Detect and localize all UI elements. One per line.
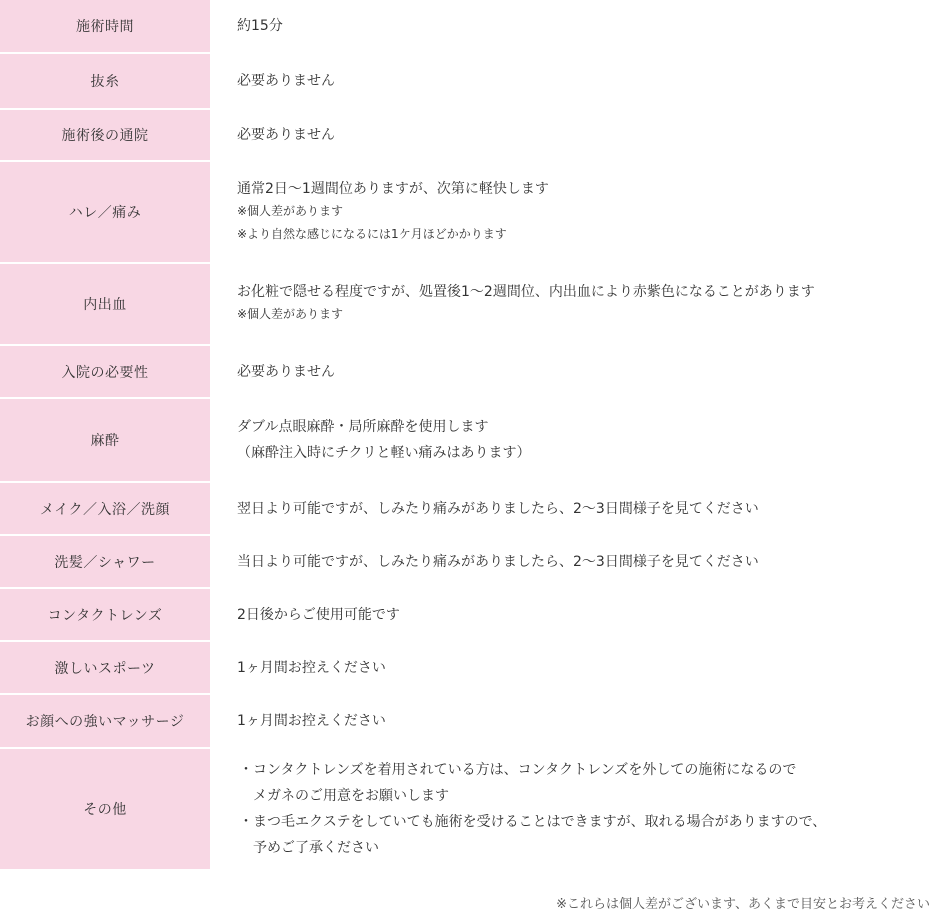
bullet-item: メガネのご用意をお願いします bbox=[239, 788, 449, 804]
row-value-text: 必要ありません bbox=[237, 73, 335, 89]
bullet-item: 予めご了承ください bbox=[239, 840, 379, 856]
row-value-text: 必要ありません bbox=[237, 127, 335, 143]
table-row bbox=[0, 0, 932, 52]
row-label: 施術時間 bbox=[0, 0, 210, 52]
row-label: 洗髪／シャワー bbox=[0, 536, 210, 587]
row-value-text: 約15分 bbox=[237, 18, 283, 34]
row-value bbox=[210, 399, 932, 481]
row-value-text: お化粧で隠せる程度ですが、処置後1〜2週間位、内出血により赤紫色になることがあります bbox=[237, 284, 815, 300]
row-label: 入院の必要性 bbox=[0, 346, 210, 397]
row-label: 内出血 bbox=[0, 264, 210, 344]
row-value bbox=[210, 695, 932, 747]
row-label: メイク／入浴／洗顔 bbox=[0, 483, 210, 534]
row-value-text: 当日より可能ですが、しみたり痛みがありましたら、2〜3日間様子を見てください bbox=[237, 553, 759, 570]
table-row bbox=[0, 110, 932, 160]
row-label: その他 bbox=[0, 749, 210, 869]
row-value bbox=[210, 483, 932, 534]
table-row bbox=[0, 399, 932, 481]
row-value bbox=[210, 54, 932, 108]
row-value-text: 1ヶ月間お控えください bbox=[237, 659, 386, 676]
table-row bbox=[0, 749, 932, 869]
row-label: 麻酔 bbox=[0, 399, 210, 481]
bullet-item: ・コンタクトレンズを着用されている方は、コンタクトレンズを外しての施術になるので bbox=[239, 762, 797, 778]
table-row bbox=[0, 54, 932, 108]
row-value-text: 翌日より可能ですが、しみたり痛みがありましたら、2〜3日間様子を見てください bbox=[237, 500, 759, 517]
row-label: ハレ／痛み bbox=[0, 162, 210, 262]
row-label: 激しいスポーツ bbox=[0, 642, 210, 693]
row-value bbox=[210, 536, 932, 587]
table-row bbox=[0, 536, 932, 587]
row-label: 施術後の通院 bbox=[0, 110, 210, 160]
row-note: ※より自然な感じになるには1ケ月ほどかかります bbox=[237, 227, 507, 241]
row-value-text: 通常2日〜1週間位ありますが、次第に軽快します bbox=[237, 181, 549, 197]
row-value-text: ダブル点眼麻酔・局所麻酔を使用します bbox=[237, 419, 489, 435]
row-label: 抜糸 bbox=[0, 54, 210, 108]
row-label: コンタクトレンズ bbox=[0, 589, 210, 640]
row-value bbox=[210, 264, 932, 344]
table-row bbox=[0, 346, 932, 397]
row-value bbox=[210, 589, 932, 640]
footnote: ※これらは個人差がございます、あくまで目安とお考えください bbox=[556, 897, 930, 912]
row-value bbox=[210, 162, 932, 262]
row-value-text: 1ヶ月間お控えください bbox=[237, 713, 386, 729]
table-row bbox=[0, 642, 932, 693]
row-value bbox=[210, 110, 932, 160]
table-row bbox=[0, 162, 932, 262]
row-note: ※個人差があります bbox=[237, 204, 344, 218]
row-value bbox=[210, 642, 932, 693]
row-value bbox=[210, 749, 932, 869]
bullet-item: ・まつ毛エクステをしていても施術を受けることはできますが、取れる場合がありますので、 bbox=[239, 814, 827, 830]
table-row bbox=[0, 483, 932, 534]
row-value bbox=[210, 346, 932, 397]
table-row bbox=[0, 264, 932, 344]
row-value-text: 2日後からご使用可能です bbox=[237, 606, 400, 623]
table-row bbox=[0, 695, 932, 747]
row-value-text: 必要ありません bbox=[237, 363, 335, 380]
table-row bbox=[0, 589, 932, 640]
row-note: ※個人差があります bbox=[237, 307, 344, 321]
row-value-text: （麻酔注入時にチクリと軽い痛みはあります） bbox=[237, 445, 531, 461]
row-label: お顔への強いマッサージ bbox=[0, 695, 210, 747]
row-value bbox=[210, 0, 932, 52]
